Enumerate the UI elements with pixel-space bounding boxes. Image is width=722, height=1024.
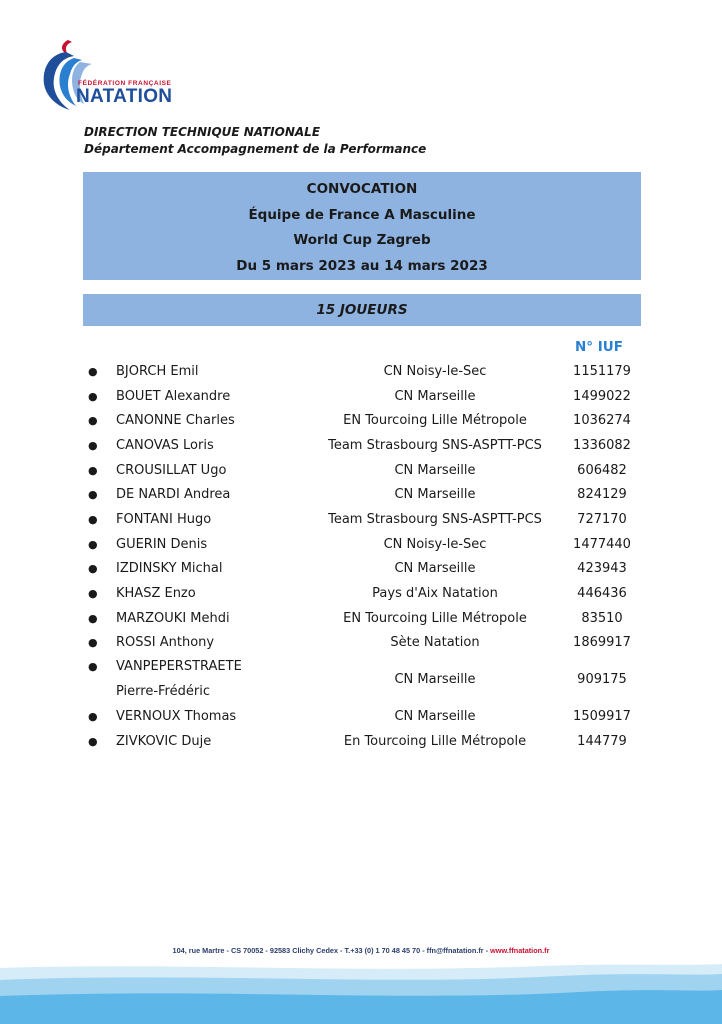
bullet-icon: ● bbox=[88, 364, 98, 378]
bullet-icon: ● bbox=[88, 611, 98, 625]
player-name: FONTANI Hugo bbox=[116, 511, 212, 527]
player-roster bbox=[84, 359, 644, 754]
department-block bbox=[84, 124, 426, 158]
player-name: DE NARDI Andrea bbox=[116, 487, 231, 503]
player-iuf: 1509917 bbox=[573, 709, 631, 725]
player-iuf: 909175 bbox=[577, 672, 627, 688]
player-iuf: 83510 bbox=[581, 610, 623, 626]
footer-contact bbox=[0, 946, 722, 955]
player-club: CN Marseille bbox=[394, 561, 476, 577]
player-club: CN Marseille bbox=[394, 462, 476, 478]
player-club: Team Strasbourg SNS-ASPTT-PCS bbox=[328, 437, 542, 453]
player-name: BJORCH Emil bbox=[116, 363, 199, 379]
players-count-bar: 15 JOUEURS bbox=[83, 294, 641, 326]
player-iuf: 1336082 bbox=[573, 437, 631, 453]
footer-website-link[interactable]: www.ffnatation.fr bbox=[490, 946, 550, 955]
player-iuf: 1151179 bbox=[573, 363, 631, 379]
banner-line-2: Équipe de France A Masculine bbox=[248, 206, 476, 223]
bullet-icon: ● bbox=[88, 537, 98, 551]
player-name: CANONNE Charles bbox=[116, 413, 235, 429]
player-name bbox=[116, 655, 310, 704]
player-row bbox=[84, 359, 644, 384]
player-name: IZDINSKY Michal bbox=[116, 561, 223, 577]
bullet-icon: ● bbox=[88, 660, 98, 674]
logo-subtitle: FÉDÉRATION FRANÇAISE bbox=[78, 80, 172, 87]
logo-title: NATATION bbox=[76, 86, 173, 107]
bullet-icon: ● bbox=[88, 438, 98, 452]
bullet-icon: ● bbox=[88, 710, 98, 724]
player-row bbox=[84, 384, 644, 409]
player-row bbox=[84, 557, 644, 582]
player-club: CN Marseille bbox=[394, 487, 476, 503]
banner-line-3: World Cup Zagreb bbox=[293, 232, 431, 248]
player-club: CN Noisy-le-Sec bbox=[383, 363, 487, 379]
player-name: VERNOUX Thomas bbox=[116, 709, 237, 725]
player-row bbox=[84, 433, 644, 458]
player-iuf: 727170 bbox=[577, 511, 627, 527]
player-name: BOUET Alexandre bbox=[116, 388, 231, 404]
player-iuf: 1499022 bbox=[573, 388, 631, 404]
player-club: CN Marseille bbox=[394, 672, 476, 688]
bullet-icon: ● bbox=[88, 414, 98, 428]
player-club: CN Noisy-le-Sec bbox=[383, 536, 487, 552]
player-row bbox=[84, 704, 644, 729]
department-label: Département Accompagnement de la Performance bbox=[84, 142, 427, 156]
player-row bbox=[84, 482, 644, 507]
bullet-icon: ● bbox=[88, 636, 98, 650]
player-name: CROUSILLAT Ugo bbox=[116, 462, 227, 478]
bullet-icon: ● bbox=[88, 734, 98, 748]
player-name-line-1: VANPEPERSTRAETE bbox=[116, 659, 242, 675]
player-row bbox=[84, 532, 644, 557]
player-club: Sète Natation bbox=[390, 635, 480, 651]
player-club: En Tourcoing Lille Métropole bbox=[343, 733, 527, 749]
player-name: GUERIN Denis bbox=[116, 536, 208, 552]
bullet-icon: ● bbox=[88, 389, 98, 403]
banner-line-1: CONVOCATION bbox=[306, 181, 418, 197]
player-iuf: 423943 bbox=[577, 561, 627, 577]
player-club: Pays d'Aix Natation bbox=[372, 586, 498, 602]
player-row bbox=[84, 458, 644, 483]
player-iuf: 144779 bbox=[577, 733, 627, 749]
bullet-icon: ● bbox=[88, 512, 98, 526]
player-name-line-2: Pierre-Frédéric bbox=[116, 683, 210, 699]
bullet-icon: ● bbox=[88, 587, 98, 601]
player-club: Team Strasbourg SNS-ASPTT-PCS bbox=[328, 511, 542, 527]
player-row bbox=[84, 631, 644, 656]
player-iuf: 1869917 bbox=[573, 635, 631, 651]
player-club: EN Tourcoing Lille Métropole bbox=[343, 610, 527, 626]
footer-wave-decoration bbox=[0, 960, 722, 1024]
player-iuf: 1477440 bbox=[573, 536, 631, 552]
player-row bbox=[84, 729, 644, 754]
footer-address: 104, rue Martre - CS 70052 - 92583 Clichy Cedex - T.+33 (0) 1 70 48 45 70 - ffn@ffnatation.fr - bbox=[172, 946, 491, 955]
player-iuf: 446436 bbox=[577, 586, 627, 602]
player-name: ROSSI Anthony bbox=[116, 635, 215, 651]
bullet-icon: ● bbox=[88, 562, 98, 576]
direction-label: DIRECTION TECHNIQUE NATIONALE bbox=[84, 125, 321, 139]
player-name: KHASZ Enzo bbox=[116, 586, 196, 602]
banner-line-4: Du 5 mars 2023 au 14 mars 2023 bbox=[236, 257, 488, 274]
bullet-icon: ● bbox=[88, 488, 98, 502]
iuf-column-header: N° IUF bbox=[575, 339, 623, 355]
bullet-icon: ● bbox=[88, 463, 98, 477]
player-name: CANOVAS Loris bbox=[116, 437, 214, 453]
player-club: EN Tourcoing Lille Métropole bbox=[343, 413, 527, 429]
player-name: MARZOUKI Mehdi bbox=[116, 610, 230, 626]
player-club: CN Marseille bbox=[394, 709, 476, 725]
player-iuf: 606482 bbox=[577, 462, 627, 478]
convocation-banner bbox=[83, 172, 641, 280]
player-name: ZIVKOVIC Duje bbox=[116, 733, 212, 749]
player-row bbox=[84, 655, 644, 704]
player-iuf: 1036274 bbox=[573, 413, 631, 429]
player-row bbox=[84, 507, 644, 532]
player-row bbox=[84, 581, 644, 606]
player-row bbox=[84, 606, 644, 631]
player-row bbox=[84, 408, 644, 433]
player-club: CN Marseille bbox=[394, 388, 476, 404]
player-iuf: 824129 bbox=[577, 487, 627, 503]
